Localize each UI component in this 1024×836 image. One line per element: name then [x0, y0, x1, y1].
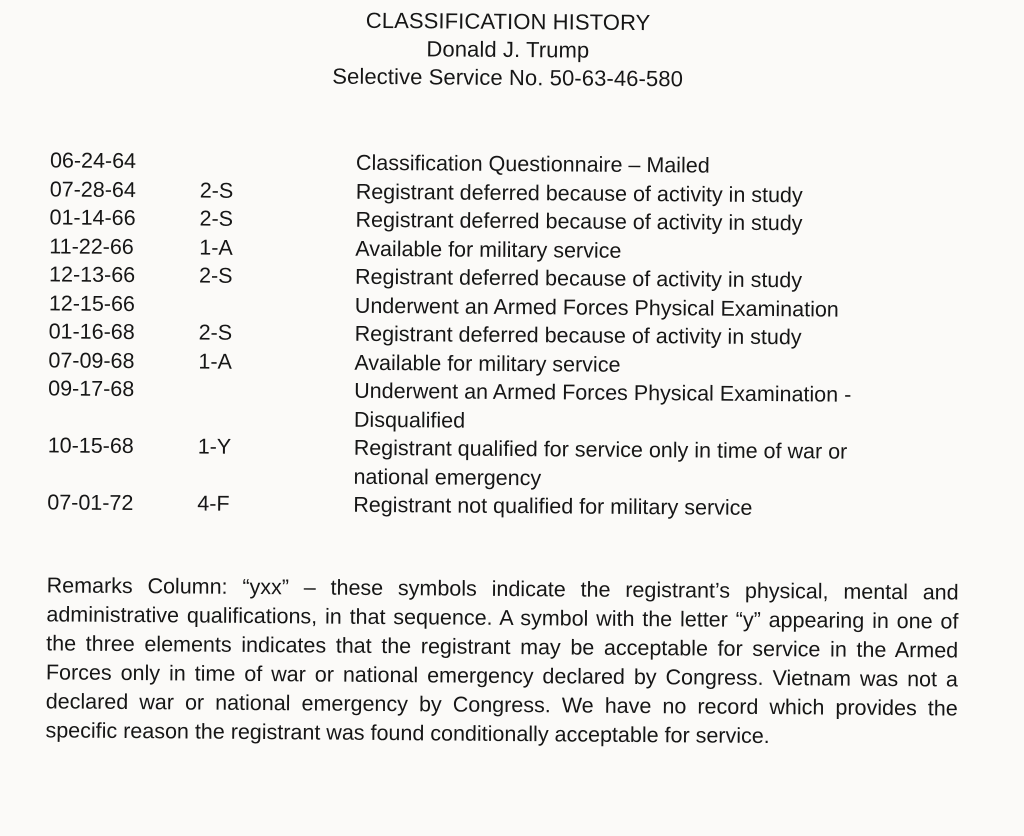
history-date: 12-15-66 — [48, 290, 136, 316]
classification-history-table — [47, 146, 970, 524]
history-classification — [200, 148, 356, 178]
history-description: Available for military service — [354, 350, 621, 377]
selective-service-number: Selective Service No. 50-63-46-580 — [332, 63, 684, 92]
history-description: Available for military service — [355, 236, 622, 263]
history-classification — [199, 290, 355, 320]
history-classification: 2-S — [199, 178, 234, 203]
registrant-name: Donald J. Trump — [426, 36, 590, 63]
history-row — [47, 431, 967, 495]
history-date: 07-28-64 — [49, 176, 136, 202]
history-date: 09-17-68 — [48, 376, 135, 402]
history-date: 01-14-66 — [49, 205, 136, 231]
history-classification: 2-S — [198, 320, 233, 345]
history-classification: 2-S — [198, 263, 233, 288]
history-classification: 1-Y — [197, 434, 232, 459]
history-description: Classification Questionnaire – Mailed — [355, 150, 710, 178]
remarks-paragraph: Remarks Column: “yxx” – these symbols indicate the registrant’s physical, mental and administrative qualifications, in that sequence. A symbol with the letter “y” appearing in one of the three elements indicates that the registrant may be acceptable for service in the Armed Forces only in time of war or national emergency declared by Congress. Vietnam was not a declared war or national emergency by Congress. We have no record which provides the specific reason the registrant was found conditionally acceptable for service. — [45, 572, 959, 748]
history-date: 07-01-72 — [47, 490, 134, 516]
history-description: Registrant not qualified for military service — [353, 492, 753, 520]
history-date: 06-24-64 — [49, 148, 137, 174]
history-row — [47, 488, 967, 524]
history-description: Registrant qualified for service only in time of war or national emergency — [353, 435, 848, 490]
history-date: 01-16-68 — [48, 319, 135, 345]
history-classification: 2-S — [199, 206, 234, 231]
history-description: Underwent an Armed Forces Physical Examination — [354, 293, 839, 322]
history-classification: 1-A — [198, 349, 232, 374]
history-date: 11-22-66 — [49, 233, 134, 259]
history-description: Registrant deferred because of activity in study — [355, 179, 803, 207]
history-date: 12-13-66 — [49, 262, 136, 288]
history-description: Registrant deferred because of activity in study — [355, 207, 803, 236]
history-description: Registrant deferred because of activity in study — [354, 321, 802, 350]
history-date: 10-15-68 — [47, 433, 134, 459]
document-header — [3, 4, 1014, 96]
history-row — [48, 374, 968, 438]
history-date: 07-09-68 — [48, 347, 135, 373]
history-description: Underwent an Armed Forces Physical Examination - Disqualified — [353, 378, 852, 433]
history-classification: 4-F — [197, 491, 230, 516]
history-classification — [198, 376, 354, 434]
history-description: Registrant deferred because of activity in study — [354, 264, 803, 293]
history-classification: 1-A — [199, 235, 233, 260]
document-title: CLASSIFICATION HISTORY — [365, 7, 651, 36]
